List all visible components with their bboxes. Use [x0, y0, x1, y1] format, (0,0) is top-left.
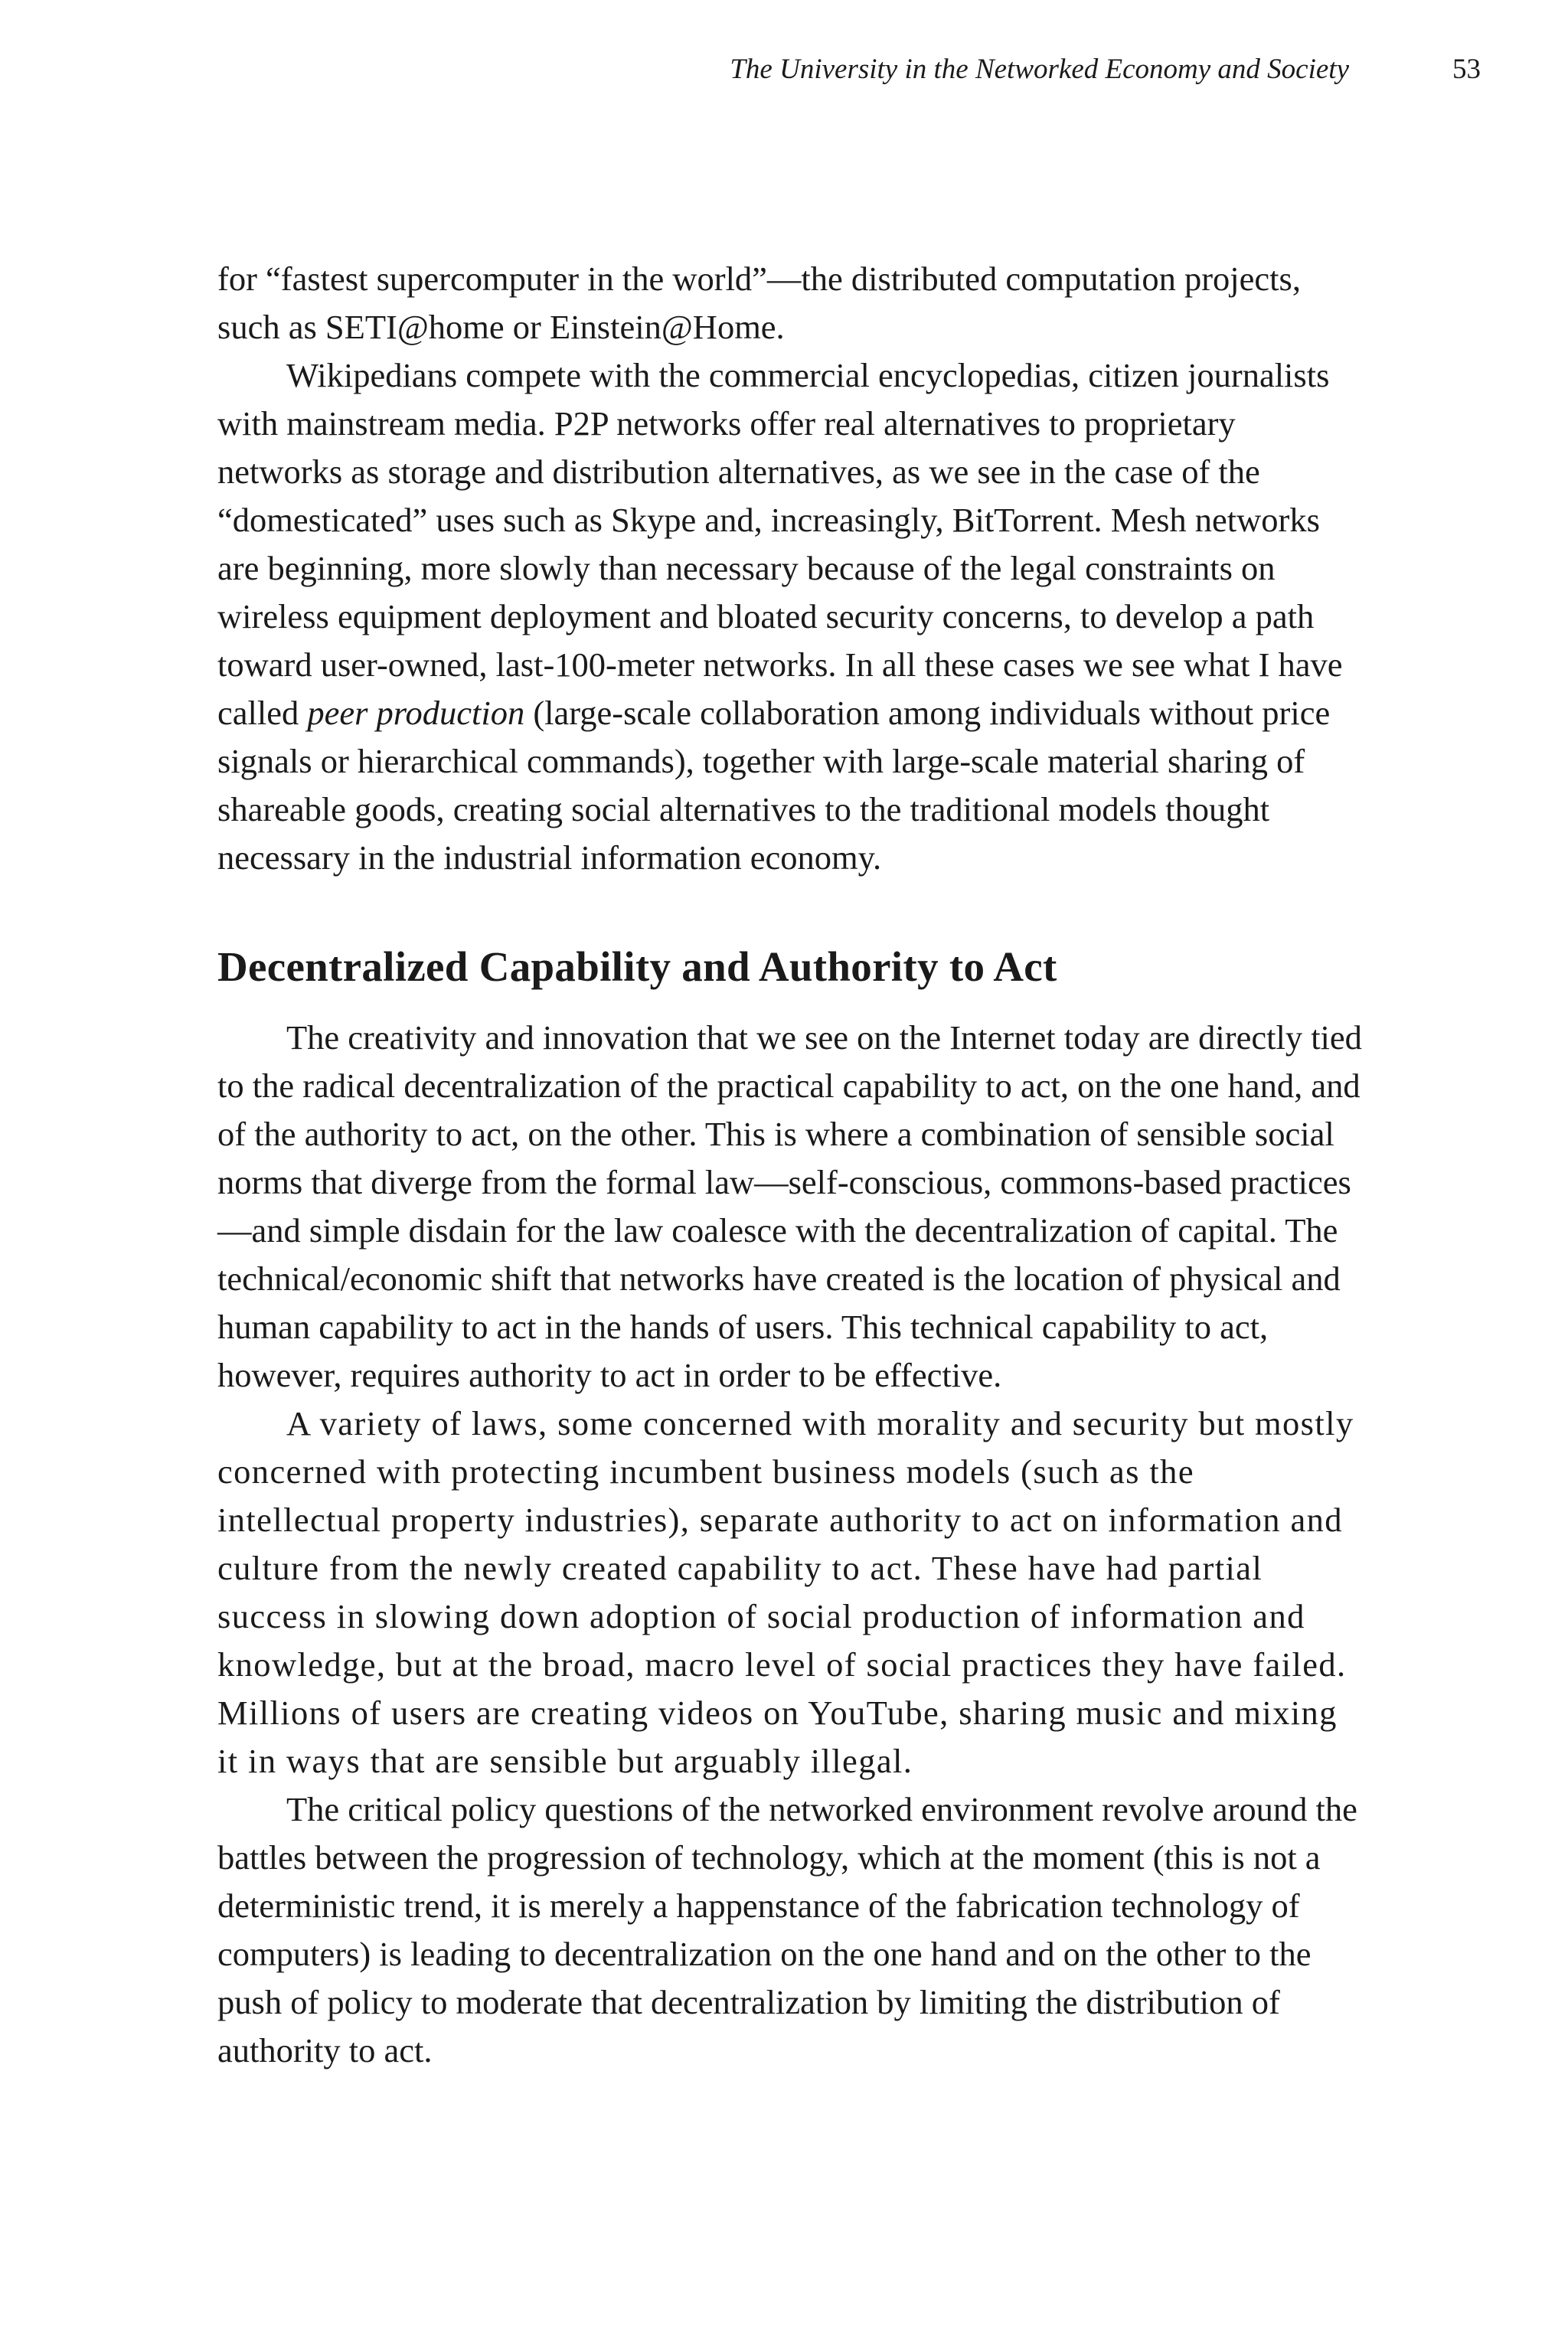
- paragraph-continuation: for “fastest supercomputer in the world”—the distributed computation projects, such as SETI@home or Einstein@Home.: [217, 260, 1301, 346]
- running-head: [0, 51, 1568, 96]
- page-number: 53: [1452, 54, 1481, 85]
- paragraph-text: Wikipedians compete with the commercial encyclopedias, citizen journalists with mainstream media. P2P networks offer real alternatives to proprietary networks as storage and distribution alternatives, as we see in the case of the “domesticated” uses such as Skype and, increasingly, BitTorrent. Mesh networks are beginning, more slowly than necessary because of the legal constraints on wireless equipment deployment and bloated security concerns, to develop a path toward user-owned, last-100-meter networks. In all these cases we see what I have called: [217, 356, 1343, 732]
- paragraph-laws: A variety of laws, some concerned with morality and security but mostly concerned with protecting incumbent business models (such as the intellectual property industries), separate authority to act on information and culture from the newly created capability to act. These have had partial success in slowing down adoption of social production of information and knowledge, but at the broad, macro level of social practices they have failed. Millions of users are creating videos on YouTube, sharing music and mixing it in ways that are sensible but arguably illegal.: [217, 1404, 1354, 1780]
- paragraph-policy: The critical policy questions of the networked environment revolve around the battles between the progression of technology, which at the moment (this is not a deterministic trend, it is merely a happenstance of the fabrication technology of computers) is leading to decentralization on the one hand and on the other to the push of policy to moderate that decentralization by limiting the distribution of authority to act.: [217, 1790, 1357, 2069]
- italic-term: peer production: [307, 694, 525, 732]
- paragraph-text: (large-scale collaboration among individuals without price signals or hierarchical commands), together with large-scale material sharing of shareable goods, creating social alternatives to the traditional models thought necessary in the industrial information economy.: [217, 694, 1331, 877]
- running-title: The University in the Networked Economy and Society: [730, 54, 1349, 85]
- body-text: [217, 255, 1364, 2075]
- paragraph-peer-production: [217, 351, 1364, 882]
- section-heading: Decentralized Capability and Authority to Act: [217, 943, 1057, 990]
- paragraph-capability: The creativity and innovation that we see on the Internet today are directly tied to the radical decentralization of the practical capability to act, on the one hand, and of the authority to act, on the other. This is where a combination of sensible social norms that diverge from the formal law—self-conscious, commons-based practices—and simple disdain for the law coalesce with the decentralization of capital. The technical/economic shift that networks have created is the location of physical and human capability to act in the hands of users. This technical capability to act, however, requires authority to act in order to be effective.: [217, 1018, 1362, 1394]
